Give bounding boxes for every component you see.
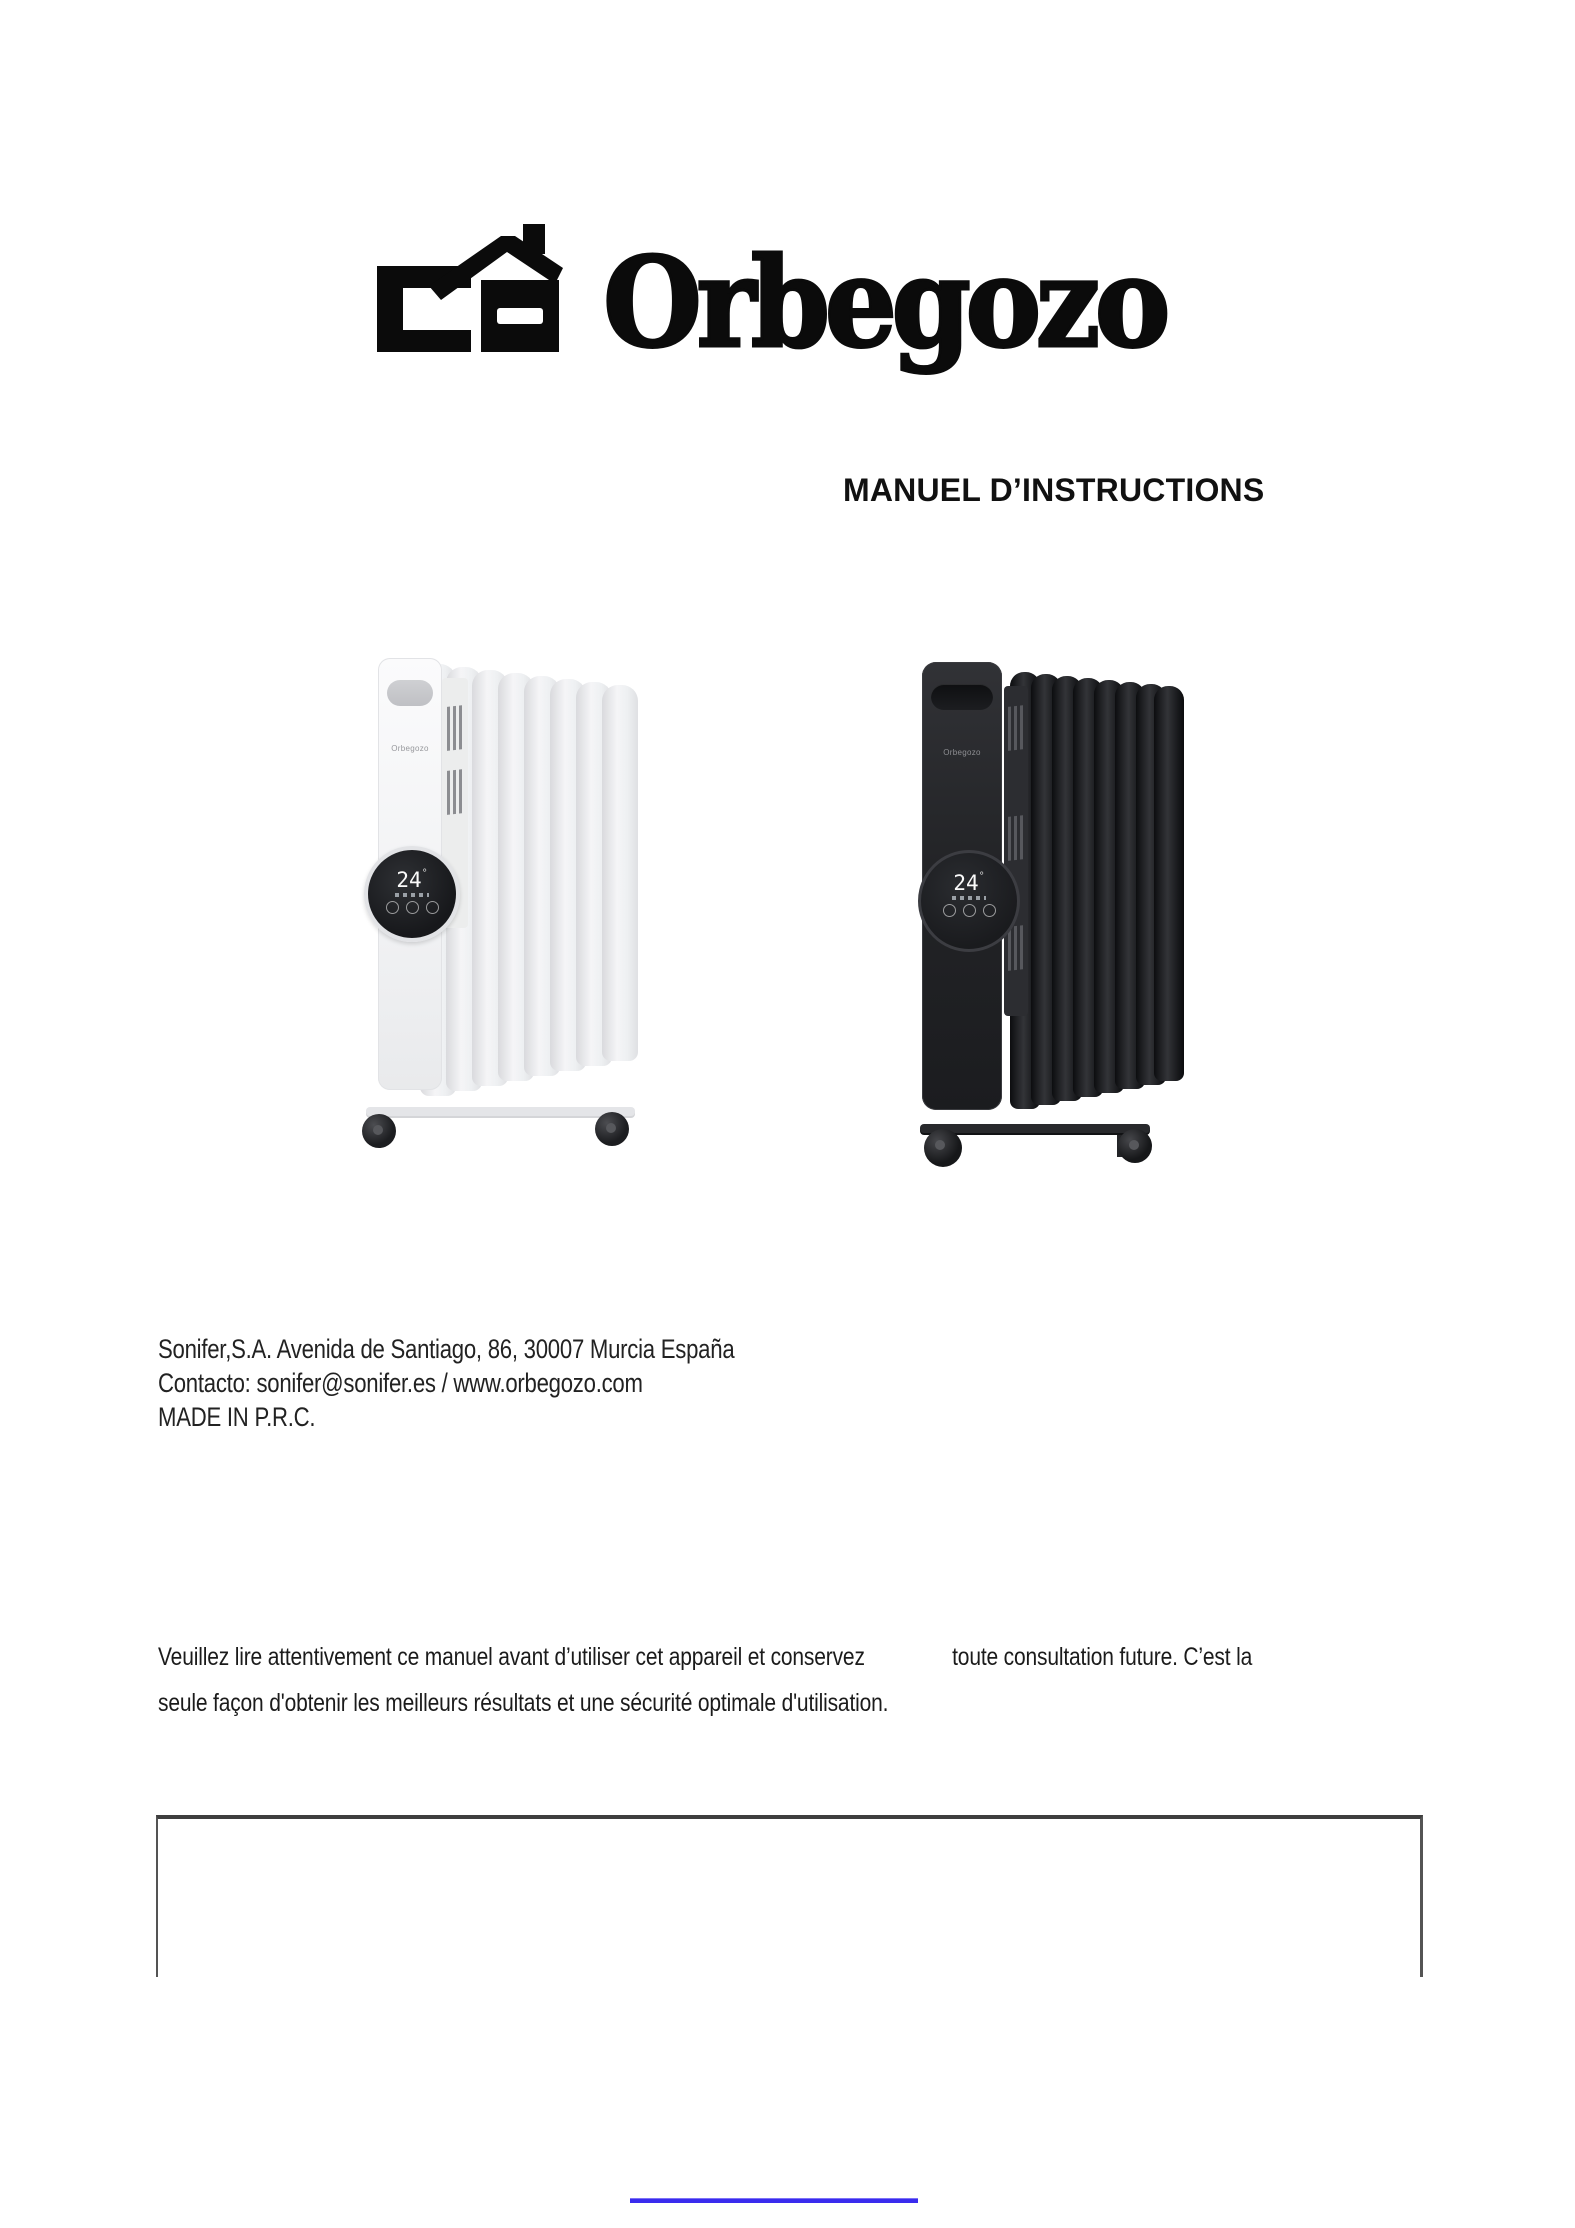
manufacturer-contact: Contacto: sonifer@sonifer.es / www.orbegozo.com (158, 1368, 643, 1398)
orbegozo-logo (375, 224, 1195, 399)
brand-wordmark: Orbegozo (603, 231, 1167, 376)
temp-value: 24 (953, 871, 979, 895)
degree-symbol: ° (978, 871, 985, 882)
control-column (922, 662, 1002, 1110)
intro-line-2: seule façon d'obtenir les meilleurs résultats et une sécurité optimale d'utilisation. (158, 1689, 889, 1717)
product-image-black-heater (914, 662, 1170, 1167)
side-vents (1004, 686, 1028, 1016)
base-bar (366, 1107, 635, 1116)
temperature-display (918, 850, 1020, 952)
control-column (378, 658, 442, 1090)
caster-wheel (924, 1129, 962, 1167)
temp-value: 24 (396, 868, 422, 892)
base-bar (920, 1124, 1150, 1133)
manufacturer-address: Sonifer,S.A. Avenida de Santiago, 86, 30007 Murcia España (158, 1334, 735, 1364)
intro-line-1-left: Veuillez lire attentivement ce manuel avant d’utiliser cet appareil et conservez (158, 1643, 865, 1671)
footer-hyperlink-underline[interactable] (630, 2198, 918, 2203)
house-icon (377, 224, 563, 352)
display-indicators (952, 896, 986, 900)
product-image-white-heater (348, 658, 663, 1148)
intro-line-1-right: toute consultation future. C’est la (952, 1643, 1253, 1671)
touch-buttons (368, 901, 456, 914)
made-in: MADE IN P.R.C. (158, 1402, 316, 1432)
manufacturer-info (158, 1332, 734, 1434)
heater-brand-label: Orbegozo (391, 744, 429, 753)
intro-line-1 (158, 1634, 1252, 1680)
display-indicators (395, 893, 429, 897)
degree-symbol: ° (421, 868, 428, 879)
carry-handle (387, 680, 433, 706)
carry-handle (931, 684, 993, 710)
temperature-display (364, 846, 460, 942)
caster-wheel (595, 1112, 629, 1146)
page-title: MANUEL D’INSTRUCTIONS (843, 472, 1265, 508)
empty-content-box (156, 1815, 1423, 1977)
heater-brand-label: Orbegozo (943, 748, 981, 757)
touch-buttons (921, 904, 1017, 917)
intro-paragraph (158, 1634, 1252, 1726)
caster-wheel (1118, 1129, 1152, 1163)
caster-wheel (362, 1114, 396, 1148)
